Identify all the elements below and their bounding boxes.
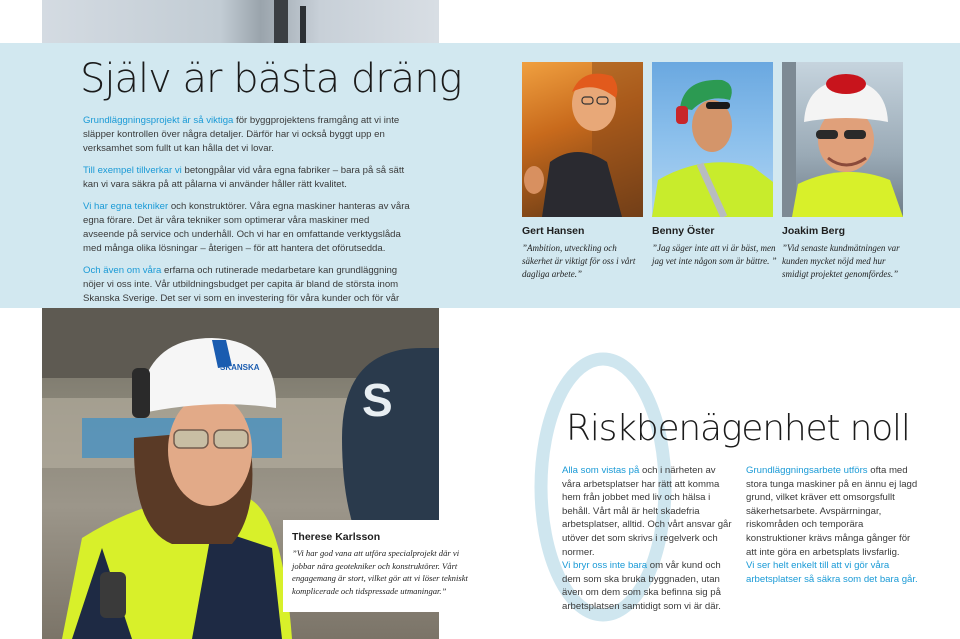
- paragraph-body: och konstruktörer. Våra egna maskiner hanteras av våra egna förare. Det är våra tekniker som optimerar våra maskiner med avseende på service och underhåll. Och vi har en omfattande verktygslåda med många olika lösningar – återigen – för att hantera det oförutsedda.: [83, 201, 410, 254]
- helmet-logo: SKANSKA: [220, 363, 260, 372]
- body-paragraph: [746, 464, 922, 559]
- paragraph-body: om vår kund och dem som ska bruka byggnaden, utan även om dem som ska befinna sig på arbetsplatsen samtidigt som vi är där.: [562, 560, 721, 612]
- person-quote: ”Vid senaste kundmätningen var kunden mycket nöjd med hur smidigt projektet genomfördes.”: [782, 243, 900, 279]
- top-construction-photo: [42, 0, 439, 43]
- lead-in: Vi har egna tekniker: [83, 201, 169, 212]
- paragraph-body: ofta med stora tunga maskiner på en ännu ej lagd grund, vilket kräver ett omsorgsfullt säkerhetsarbete. Avspärrningar, riskområden och temporära konstruktioner krävs många gånger för att inte göra en arbetsplats livsfarlig.: [746, 465, 918, 558]
- intro-paragraph: [83, 200, 413, 256]
- person-name: Gert Hansen: [522, 225, 585, 237]
- featured-person-name: Therese Karlsson: [292, 531, 381, 543]
- lead-in: Grundläggningsprojekt är så viktiga: [83, 115, 234, 126]
- person-name: Joakim Berg: [782, 225, 846, 237]
- lead-in: Vi bryr oss inte bara: [562, 560, 648, 572]
- portrait-benny-oster: [652, 62, 773, 217]
- person-quote: ”Ambition, utveckling och säkerhet är viktigt för oss i vårt dagliga arbete.”: [522, 243, 636, 279]
- paragraph-body: för byggprojektens framgång att vi inte släpper kontrollen över några detaljer. Därför har vi också byggt upp en verksamhet som fullt ut kan hålla det vi lovar.: [83, 115, 400, 154]
- person-name: Benny Öster: [652, 225, 715, 237]
- paragraph-body: erfarna och rutinerade medarbetare kan grundläggning nöjer vi oss inte. Vår utbildningsbudget per capita är bland de största inom Skanska Sverige. Det ser vi som en investering för våra kunder och för vår: [83, 265, 400, 304]
- lead-in: Till exempel tillverkar vi: [83, 165, 182, 176]
- body-paragraph: [562, 559, 734, 613]
- intro-text: [83, 114, 413, 328]
- person-quote: ”Jag säger inte att vi är bäst, men jag vet inte någon som är bättre. ”: [652, 243, 777, 266]
- section-title: Riskbenägenhet noll: [566, 408, 910, 449]
- svg-text:S: S: [362, 374, 393, 426]
- paragraph-body: betongpålar vid våra egna fabriker – bara på så sätt kan vi vara säkra på att pålarna vi använder håller rätt kvalitet.: [83, 165, 405, 190]
- intro-paragraph: [83, 164, 413, 192]
- paragraph-body: och i närheten av våra arbetsplatser har rätt att komma hem från jobbet med liv och hälsa i behåll. Vårt mål är helt skadefria arbetsplatser, alltid. Och vårt ansvar går utöver det som skrivs i regelverk och normer.: [562, 465, 732, 558]
- portrait-joakim-berg: [782, 62, 903, 217]
- text-column-right: [746, 464, 922, 586]
- lead-in: Och även om våra: [83, 265, 162, 276]
- text-column-left: [562, 464, 734, 614]
- lead-in: Grundläggningsarbete utförs: [746, 465, 868, 476]
- body-paragraph: [746, 559, 922, 586]
- lead-in: Alla som vistas på: [562, 465, 640, 476]
- body-paragraph: [562, 464, 734, 559]
- intro-paragraph: [83, 114, 413, 156]
- featured-person-quote: ”Vi har god vana att utföra specialprojekt där vi jobbar nära geotekniker och konstruktörer. Vårt engagemang är stort, vilket gör att vi löser tekniskt komplicerade och tidspressade utmaningar.”: [292, 548, 468, 596]
- lead-in: Vi ser helt enkelt till att vi gör våra arbetsplatser så säkra som det bara går.: [746, 560, 918, 585]
- drill-mast: [274, 0, 288, 43]
- portrait-gert-hansen: [522, 62, 643, 217]
- page-title: Själv är bästa dräng: [80, 56, 462, 102]
- drill-rod: [300, 6, 306, 43]
